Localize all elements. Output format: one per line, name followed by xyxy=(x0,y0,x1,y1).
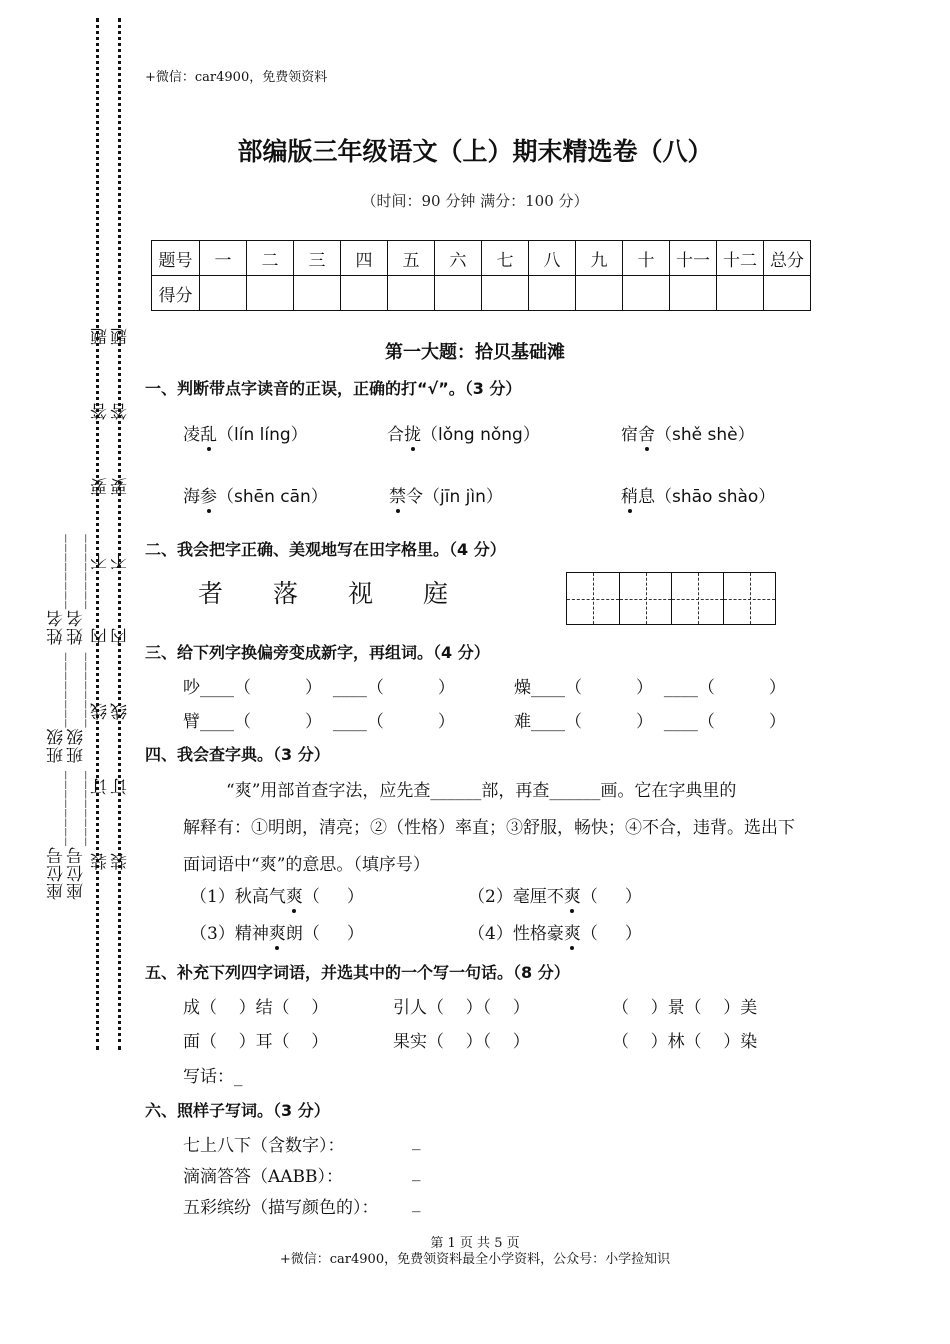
q6-line-3: 五彩缤纷（描写颜色的）： xyxy=(183,1198,379,1218)
q4-text: （4）性格豪 xyxy=(468,924,564,944)
table-cell: 二 xyxy=(247,241,294,276)
score-input-cell[interactable] xyxy=(623,276,670,311)
q4-paragraph-line-3: 面词语中“爽”的意思。（填序号） xyxy=(183,855,430,875)
q1-item-5 xyxy=(389,482,503,507)
header-wechat: +微信：car4900，免费领资料 xyxy=(145,70,328,85)
table-cell: 九 xyxy=(576,241,623,276)
exam-subtitle: （时间：90 分钟 满分：100 分） xyxy=(361,192,589,210)
score-input-cell[interactable] xyxy=(717,276,764,311)
q1-char: 宿 xyxy=(621,425,638,445)
section-title: 第一大题：拾贝基础滩 xyxy=(385,342,565,363)
q1-item-2 xyxy=(387,420,540,445)
q4-text: （ ） xyxy=(580,887,642,907)
score-input-cell[interactable] xyxy=(670,276,717,311)
table-cell: 总分 xyxy=(764,241,811,276)
table-cell: 得分 xyxy=(152,276,200,311)
score-input-cell[interactable] xyxy=(764,276,811,311)
q4-item-4 xyxy=(468,919,642,944)
table-cell: 三 xyxy=(294,241,341,276)
q1-char: 海 xyxy=(183,487,200,507)
score-table-score-row xyxy=(152,276,811,311)
q1-dotted-char: 舍 xyxy=(638,425,655,445)
q1-dotted-char: 禁 xyxy=(389,487,406,507)
q4-dotted-char: 爽 xyxy=(563,924,581,944)
table-cell: 八 xyxy=(529,241,576,276)
score-input-cell[interactable] xyxy=(482,276,529,311)
q1-dotted-char: 参 xyxy=(200,487,217,507)
q1-pinyin: （lín líng） xyxy=(217,425,308,445)
q1-pinyin: （jīn jìn） xyxy=(423,487,503,507)
q1-item-3 xyxy=(621,420,755,445)
q5-idiom-2: 引人（ ）（ ） xyxy=(393,998,530,1018)
q2-characters: 者 落 视 庭 xyxy=(198,579,449,608)
tianzige-cell[interactable] xyxy=(619,573,671,624)
table-cell: 五 xyxy=(388,241,435,276)
binding-instruction: 装订线内不要答题 xyxy=(91,270,111,870)
q3-row1-right: 燥____（ ） ____（ ） xyxy=(514,678,786,698)
score-input-cell[interactable] xyxy=(388,276,435,311)
q1-char: 令 xyxy=(406,487,423,507)
score-input-cell[interactable] xyxy=(341,276,388,311)
q1-pinyin: （shēn cān） xyxy=(217,487,328,507)
q6-blank-1[interactable]: _ xyxy=(412,1131,421,1151)
q1-char: 合 xyxy=(387,425,404,445)
q1-dotted-char: 拢 xyxy=(404,425,421,445)
q5-idiom-6: （ ）林（ ）染 xyxy=(612,1032,758,1052)
binding-student-fields-echo: 座位号________ 班级________ 姓名________ xyxy=(67,533,87,900)
q4-text: （ ） xyxy=(302,887,364,907)
q4-paragraph-line-1: “爽”用部首查字法，应先查______部，再查______画。它在字典里的 xyxy=(226,781,737,801)
q1-item-4 xyxy=(183,482,328,507)
q3-row2-left: 臂____（ ） ____（ ） xyxy=(183,712,455,732)
q4-item-3 xyxy=(190,919,364,944)
score-table-header-row xyxy=(152,241,811,276)
binding-student-fields: 座位号________ 班级________ 姓名________ xyxy=(47,533,67,900)
q4-item-2 xyxy=(468,882,642,907)
q5-write-line[interactable]: 写话：_ xyxy=(183,1067,243,1087)
score-input-cell[interactable] xyxy=(529,276,576,311)
score-table xyxy=(151,240,811,311)
q1-pinyin: （shě shè） xyxy=(655,425,755,445)
question-3-title: 三、给下列字换偏旁变成新字，再组词。（4 分） xyxy=(145,643,490,662)
question-1-title: 一、判断带点字读音的正误，正确的打“√”。（3 分） xyxy=(145,379,522,398)
q4-dotted-char: 爽 xyxy=(563,887,581,907)
score-input-cell[interactable] xyxy=(294,276,341,311)
q1-item-6 xyxy=(621,482,775,507)
q6-blank-3[interactable]: _ xyxy=(412,1193,421,1213)
q5-idiom-3: （ ）景（ ）美 xyxy=(612,998,758,1018)
score-input-cell[interactable] xyxy=(247,276,294,311)
q6-blank-2[interactable]: _ xyxy=(412,1162,421,1182)
q5-idiom-4: 面（ ）耳（ ） xyxy=(183,1032,329,1052)
q4-dotted-char: 爽 xyxy=(285,887,303,907)
binding-instruction-echo: 装订线内不要答题 xyxy=(111,270,131,870)
q5-idiom-1: 成（ ）结（ ） xyxy=(183,998,329,1018)
table-cell: 一 xyxy=(200,241,247,276)
q4-text: （3）精神 xyxy=(190,924,269,944)
q1-dotted-char: 稍 xyxy=(621,487,638,507)
tianzige-cell[interactable] xyxy=(567,573,619,624)
score-input-cell[interactable] xyxy=(576,276,623,311)
page-number: 第 1 页 共 5 页 xyxy=(430,1236,520,1251)
page-title: 部编版三年级语文（上）期末精选卷（八） xyxy=(237,137,713,166)
tianzige-cell[interactable] xyxy=(723,573,775,624)
q3-row1-left: 吵____（ ） ____（ ） xyxy=(183,678,455,698)
score-input-cell[interactable] xyxy=(200,276,247,311)
q1-dotted-char: 乱 xyxy=(200,425,217,445)
table-cell: 十一 xyxy=(670,241,717,276)
q3-row2-right: 难____（ ） ____（ ） xyxy=(514,712,786,732)
q4-item-1 xyxy=(190,882,364,907)
question-6-title: 六、照样子写词。（3 分） xyxy=(145,1101,330,1120)
score-input-cell[interactable] xyxy=(435,276,482,311)
q1-item-1 xyxy=(183,420,308,445)
tianzige-cell[interactable] xyxy=(671,573,723,624)
footer-wechat: +微信：car4900，免费领资料最全小学资料，公众号：小学捡知识 xyxy=(279,1252,671,1267)
q4-text: （2）毫厘不 xyxy=(468,887,564,907)
q4-dotted-char: 爽 xyxy=(268,924,286,944)
question-4-title: 四、我会查字典。（3 分） xyxy=(145,745,330,764)
table-cell: 六 xyxy=(435,241,482,276)
q1-pinyin: （shāo shào） xyxy=(655,487,776,507)
q1-pinyin: （lǒng nǒng） xyxy=(421,425,540,445)
question-2-title: 二、我会把字正确、美观地写在田字格里。（4 分） xyxy=(145,540,506,559)
q1-char: 息 xyxy=(638,487,655,507)
question-5-title: 五、补充下列四字词语，并选其中的一个写一句话。（8 分） xyxy=(145,963,570,982)
table-cell: 十二 xyxy=(717,241,764,276)
tianzige-grid xyxy=(566,572,776,625)
q4-paragraph-line-2: 解释有：①明朗，清亮；②（性格）率直；③舒服，畅快；④不合，违背。选出下 xyxy=(183,818,795,838)
q6-line-2: 滴滴答答（AABB）： xyxy=(183,1167,344,1187)
q4-text: （ ） xyxy=(580,924,642,944)
table-cell: 四 xyxy=(341,241,388,276)
table-cell: 七 xyxy=(482,241,529,276)
table-cell: 题号 xyxy=(152,241,200,276)
table-cell: 十 xyxy=(623,241,670,276)
q6-line-1: 七上八下（含数字）： xyxy=(183,1136,345,1156)
q4-text: （1）秋高气 xyxy=(190,887,286,907)
q1-char: 凌 xyxy=(183,425,200,445)
q4-text: 朗（ ） xyxy=(285,924,364,944)
q5-idiom-5: 果实（ ）（ ） xyxy=(393,1032,530,1052)
